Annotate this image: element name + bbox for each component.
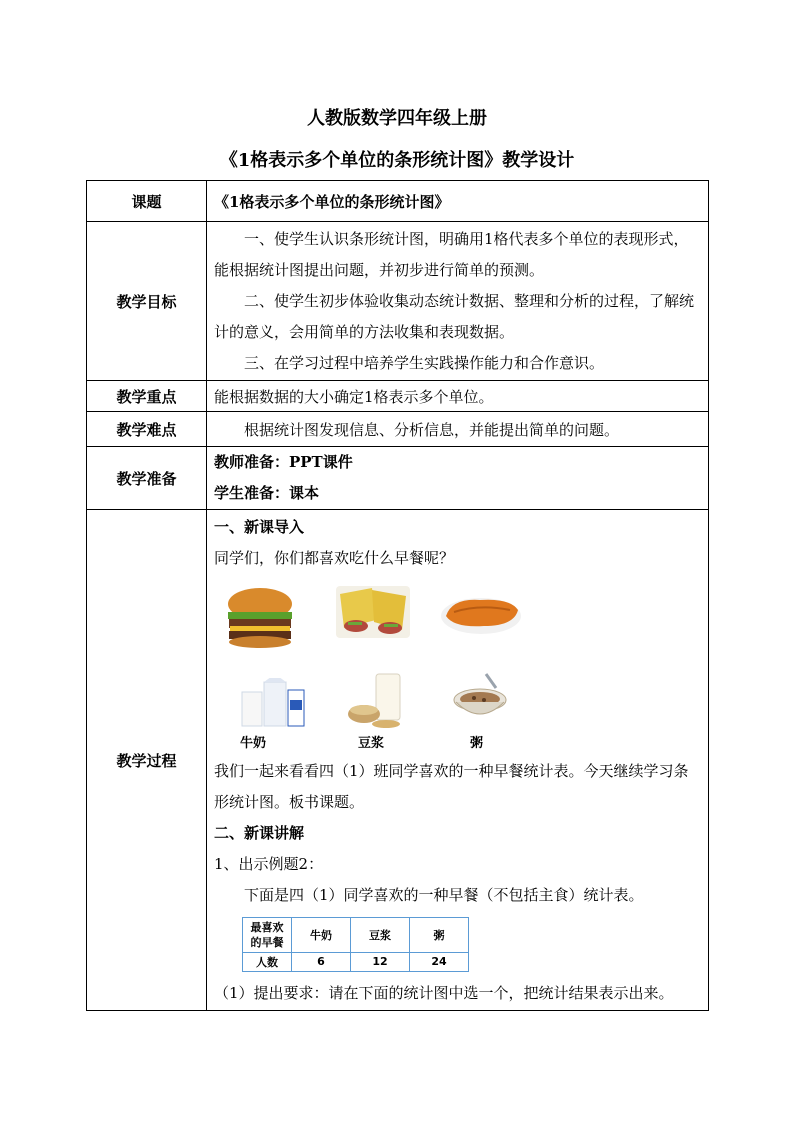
breakfast-drink-images	[214, 678, 701, 756]
row-process	[87, 510, 709, 1011]
stat-table-col-porridge: 粥	[410, 917, 469, 952]
stat-table-header-row	[243, 917, 469, 952]
stat-table-value-row	[243, 952, 469, 971]
fried-dough-stick-image	[440, 586, 522, 638]
label-process: 教学过程	[87, 510, 207, 1011]
label-key-point: 教学重点	[87, 381, 207, 412]
intro-question: 同学们，你们都喜欢吃什么早餐呢？	[214, 548, 455, 567]
value-difficulty: 根据统计图发现信息、分析信息，并能提出简单的问题。	[207, 412, 709, 447]
row-difficulty	[87, 412, 709, 447]
milk-image	[236, 678, 308, 730]
label-difficulty: 教学难点	[87, 412, 207, 447]
value-goals	[207, 222, 709, 381]
value-process	[207, 510, 709, 1011]
student-preparation: 学生准备：课本	[214, 484, 320, 502]
hamburger-image	[224, 586, 296, 648]
section-heading-intro: 一、新课导入	[214, 517, 305, 536]
section-heading-lecture: 二、新课讲解	[214, 823, 305, 842]
lesson-plan-table	[86, 180, 709, 1011]
stat-table-value-soy-milk: 12	[351, 952, 410, 971]
label-preparation: 教学准备	[87, 447, 207, 510]
intro-paragraph: 我们一起来看看四（1）班同学喜欢的一种早餐统计表。今天继续学习条形统计图。板书课题。	[214, 761, 689, 811]
label-goals: 教学目标	[87, 222, 207, 381]
document-subtitle: 《1格表示多个单位的条形统计图》教学设计	[219, 150, 575, 171]
goal-item-3: 三、在学习过程中培养学生实践操作能力和合作意识。	[244, 353, 605, 372]
row-goals	[87, 222, 709, 381]
stat-table-row-label: 人数	[243, 952, 292, 971]
label-topic: 课题	[87, 181, 207, 222]
drink-label-milk: 牛奶	[240, 735, 267, 751]
breakfast-stat-table	[242, 917, 469, 972]
row-topic	[87, 181, 709, 222]
teacher-preparation: 教师准备：PPT课件	[214, 453, 353, 471]
stat-table-col-soy-milk: 豆浆	[351, 917, 410, 952]
example-heading: 1、出示例题2：	[214, 854, 324, 873]
breakfast-food-images	[214, 578, 701, 678]
stat-table-value-porridge: 24	[410, 952, 469, 971]
soy-milk-image	[346, 672, 408, 730]
goal-item-1: 一、使学生认识条形统计图，明确用1格代表多个单位的表现形式，能根据统计图提出问题，并初步进行简单的预测。	[214, 229, 689, 279]
drink-label-porridge: 粥	[470, 735, 484, 751]
value-key-point: 能根据数据的大小确定1格表示多个单位。	[207, 381, 709, 412]
row-key-point	[87, 381, 709, 412]
value-topic: 《1格表示多个单位的条形统计图》	[207, 181, 709, 222]
requirement-text: （1）提出要求：请在下面的统计图中选一个，把统计结果表示出来。	[214, 983, 674, 1002]
table-intro: 下面是四（1）同学喜欢的一种早餐（不包括主食）统计表。	[244, 885, 644, 904]
porridge-image	[450, 670, 512, 728]
stat-table-col-milk: 牛奶	[292, 917, 351, 952]
drink-label-soy-milk: 豆浆	[358, 735, 385, 751]
row-preparation	[87, 447, 709, 510]
wrap-sandwich-image	[332, 582, 414, 642]
stat-table-header-label: 最喜欢的早餐	[243, 917, 292, 952]
stat-table-value-milk: 6	[292, 952, 351, 971]
goal-item-2: 二、使学生初步体验收集动态统计数据、整理和分析的过程，了解统计的意义，会用简单的方法收集和表现数据。	[214, 291, 695, 341]
document-title: 人教版数学四年级上册	[307, 108, 487, 129]
value-preparation	[207, 447, 709, 510]
